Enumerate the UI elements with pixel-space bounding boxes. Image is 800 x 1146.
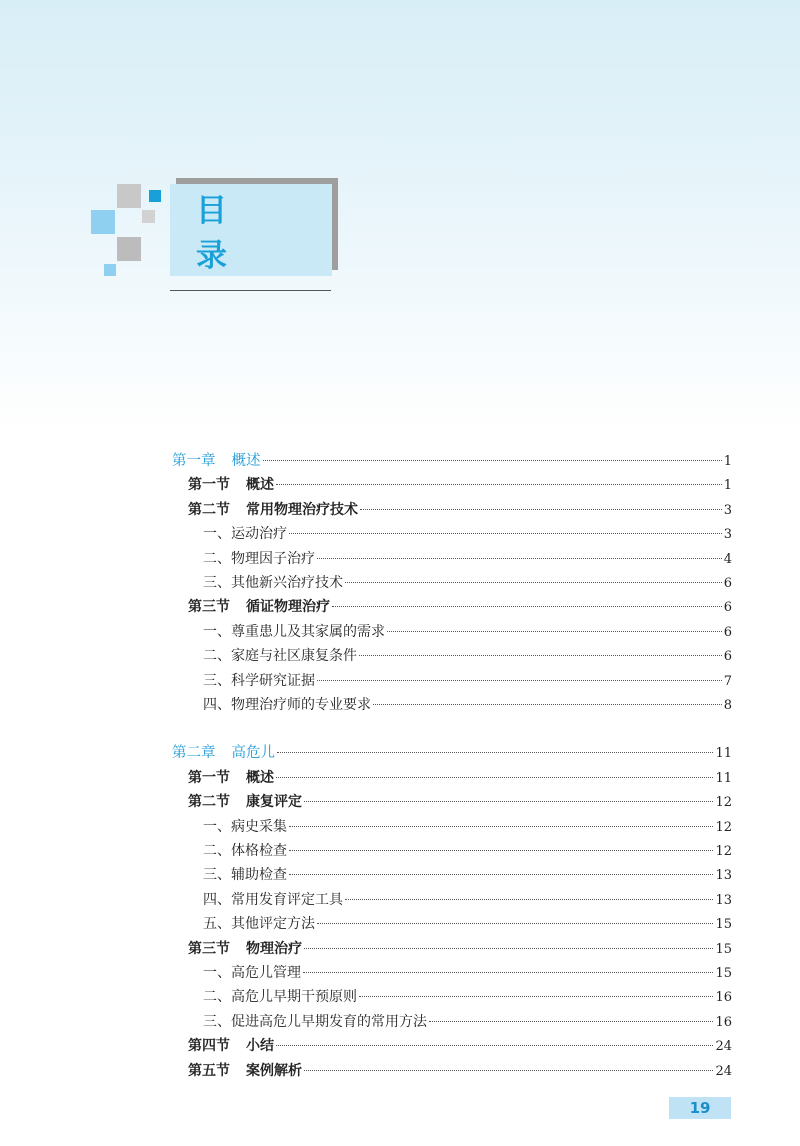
dot-leader xyxy=(359,996,713,997)
toc-page-number: 15 xyxy=(715,917,732,932)
dot-leader xyxy=(360,509,722,510)
toc-number: 第四节 xyxy=(188,1038,230,1054)
toc-section-row[interactable] xyxy=(188,1034,732,1058)
toc-item-label: 一、运动治疗 xyxy=(203,526,287,542)
toc-page-number: 7 xyxy=(723,674,732,689)
toc-number: 第二章 xyxy=(172,745,216,761)
title-divider xyxy=(170,290,331,291)
toc-chapter-label xyxy=(172,449,261,473)
toc-item-label: 四、物理治疗师的专业要求 xyxy=(203,697,371,713)
page-number-badge xyxy=(669,1097,731,1119)
page-title: 目 录 xyxy=(196,193,253,274)
toc-number: 第二节 xyxy=(188,502,230,518)
toc-number: 第三节 xyxy=(188,599,230,615)
toc-section-row[interactable] xyxy=(188,595,732,619)
toc-title: 小结 xyxy=(246,1038,274,1054)
toc-page-number: 15 xyxy=(715,942,732,957)
toc-chapter-row[interactable] xyxy=(172,449,732,473)
dot-leader xyxy=(429,1021,713,1022)
toc-item-label: 一、病史采集 xyxy=(203,819,287,835)
toc-item-row[interactable] xyxy=(203,863,732,887)
dot-leader xyxy=(332,606,722,607)
toc-title: 循证物理治疗 xyxy=(246,599,330,615)
toc-page-number: 1 xyxy=(723,478,732,493)
dot-leader xyxy=(276,484,722,485)
toc-section-row[interactable] xyxy=(188,473,732,497)
toc-page-number: 8 xyxy=(723,698,732,713)
dot-leader xyxy=(304,801,713,802)
toc-item-row[interactable] xyxy=(203,644,732,668)
toc-number: 第一节 xyxy=(188,770,230,786)
toc-item-row[interactable] xyxy=(203,522,732,546)
toc-section-row[interactable] xyxy=(188,498,732,522)
decor-square xyxy=(91,210,115,234)
toc-page-number: 3 xyxy=(723,503,732,518)
dot-leader xyxy=(277,752,713,753)
toc-item-label: 三、促进高危儿早期发育的常用方法 xyxy=(203,1014,427,1030)
toc-section-label xyxy=(188,790,302,814)
toc-chapter-label xyxy=(172,741,275,765)
toc-item-row[interactable] xyxy=(203,1010,732,1034)
toc-section-label xyxy=(188,473,274,497)
toc-page-number: 11 xyxy=(715,746,732,761)
toc-number: 第五节 xyxy=(188,1063,230,1079)
toc-page-number: 6 xyxy=(723,625,732,640)
dot-leader xyxy=(373,704,722,705)
toc-item-row[interactable] xyxy=(203,839,732,863)
toc-number: 第三节 xyxy=(188,941,230,957)
dot-leader xyxy=(276,1045,713,1046)
toc-item-row[interactable] xyxy=(203,669,732,693)
toc-item-label: 二、家庭与社区康复条件 xyxy=(203,648,357,664)
toc-item-label: 二、体格检查 xyxy=(203,843,287,859)
toc-item-row[interactable] xyxy=(203,620,732,644)
dot-leader xyxy=(317,923,713,924)
toc-page-number: 15 xyxy=(715,966,732,981)
decor-square xyxy=(117,184,141,208)
toc-page-number: 1 xyxy=(723,454,732,469)
toc-page-number: 6 xyxy=(723,649,732,664)
toc-number: 第二节 xyxy=(188,794,230,810)
toc-section-row[interactable] xyxy=(188,1059,732,1083)
page-number: 19 xyxy=(689,1099,711,1117)
dot-leader xyxy=(263,460,722,461)
title-box xyxy=(170,184,332,276)
dot-leader xyxy=(345,899,713,900)
toc-page-number: 12 xyxy=(715,844,732,859)
dot-leader xyxy=(345,582,722,583)
toc-page-number: 6 xyxy=(723,600,732,615)
dot-leader xyxy=(303,972,713,973)
toc-page-number: 6 xyxy=(723,576,732,591)
decor-square xyxy=(117,237,141,261)
dot-leader xyxy=(289,826,713,827)
toc-item-row[interactable] xyxy=(203,815,732,839)
toc-item-label: 三、其他新兴治疗技术 xyxy=(203,575,343,591)
toc-item-label: 二、高危儿早期干预原则 xyxy=(203,989,357,1005)
toc-title: 案例解析 xyxy=(246,1063,302,1079)
toc-number: 第一章 xyxy=(172,453,216,469)
toc-item-row[interactable] xyxy=(203,912,732,936)
toc-item-label: 二、物理因子治疗 xyxy=(203,551,315,567)
toc-item-row[interactable] xyxy=(203,961,732,985)
toc-page-number: 3 xyxy=(723,527,732,542)
toc-section-label xyxy=(188,937,302,961)
toc-title: 物理治疗 xyxy=(246,941,302,957)
toc-item-label: 一、尊重患儿及其家属的需求 xyxy=(203,624,385,640)
toc-page-number: 4 xyxy=(723,552,732,567)
toc-item-row[interactable] xyxy=(203,571,732,595)
toc-page-number: 11 xyxy=(715,771,732,786)
decor-square xyxy=(142,210,155,223)
toc-page-number: 24 xyxy=(715,1064,732,1079)
toc-section-label xyxy=(188,1059,302,1083)
toc-item-row[interactable] xyxy=(203,985,732,1009)
toc-title: 概述 xyxy=(246,770,274,786)
dot-leader xyxy=(289,874,713,875)
toc-item-row[interactable] xyxy=(203,888,732,912)
toc-title: 高危儿 xyxy=(231,745,275,761)
decor-square xyxy=(149,190,161,202)
toc-page-number: 16 xyxy=(715,990,732,1005)
toc-page-number: 13 xyxy=(715,893,732,908)
dot-leader xyxy=(289,850,713,851)
dot-leader xyxy=(276,777,713,778)
toc-title: 常用物理治疗技术 xyxy=(246,502,358,518)
dot-leader xyxy=(317,680,722,681)
toc-item-row[interactable] xyxy=(203,547,732,571)
toc-item-label: 三、科学研究证据 xyxy=(203,673,315,689)
toc-section-label xyxy=(188,766,274,790)
toc-page-number: 12 xyxy=(715,795,732,810)
toc-section-label xyxy=(188,595,330,619)
toc-title: 康复评定 xyxy=(246,794,302,810)
toc-section-row[interactable] xyxy=(188,937,732,961)
toc-chapter-row[interactable] xyxy=(172,741,732,765)
toc-item-label: 五、其他评定方法 xyxy=(203,916,315,932)
dot-leader xyxy=(359,655,722,656)
dot-leader xyxy=(387,631,722,632)
toc-page-number: 16 xyxy=(715,1015,732,1030)
toc-item-label: 四、常用发育评定工具 xyxy=(203,892,343,908)
toc-title: 概述 xyxy=(231,453,261,469)
toc-item-label: 一、高危儿管理 xyxy=(203,965,301,981)
toc-page-number: 12 xyxy=(715,820,732,835)
dot-leader xyxy=(317,558,722,559)
dot-leader xyxy=(304,1070,713,1071)
toc-page-number: 24 xyxy=(715,1039,732,1054)
toc-section-row[interactable] xyxy=(188,790,732,814)
dot-leader xyxy=(289,533,722,534)
toc-item-row[interactable] xyxy=(203,693,732,717)
decor-square xyxy=(104,264,116,276)
toc-page-number: 13 xyxy=(715,868,732,883)
toc-number: 第一节 xyxy=(188,477,230,493)
toc-title: 概述 xyxy=(246,477,274,493)
toc-section-label xyxy=(188,498,358,522)
toc-item-label: 三、辅助检查 xyxy=(203,867,287,883)
dot-leader xyxy=(304,948,713,949)
toc-section-label xyxy=(188,1034,274,1058)
toc-section-row[interactable] xyxy=(188,766,732,790)
